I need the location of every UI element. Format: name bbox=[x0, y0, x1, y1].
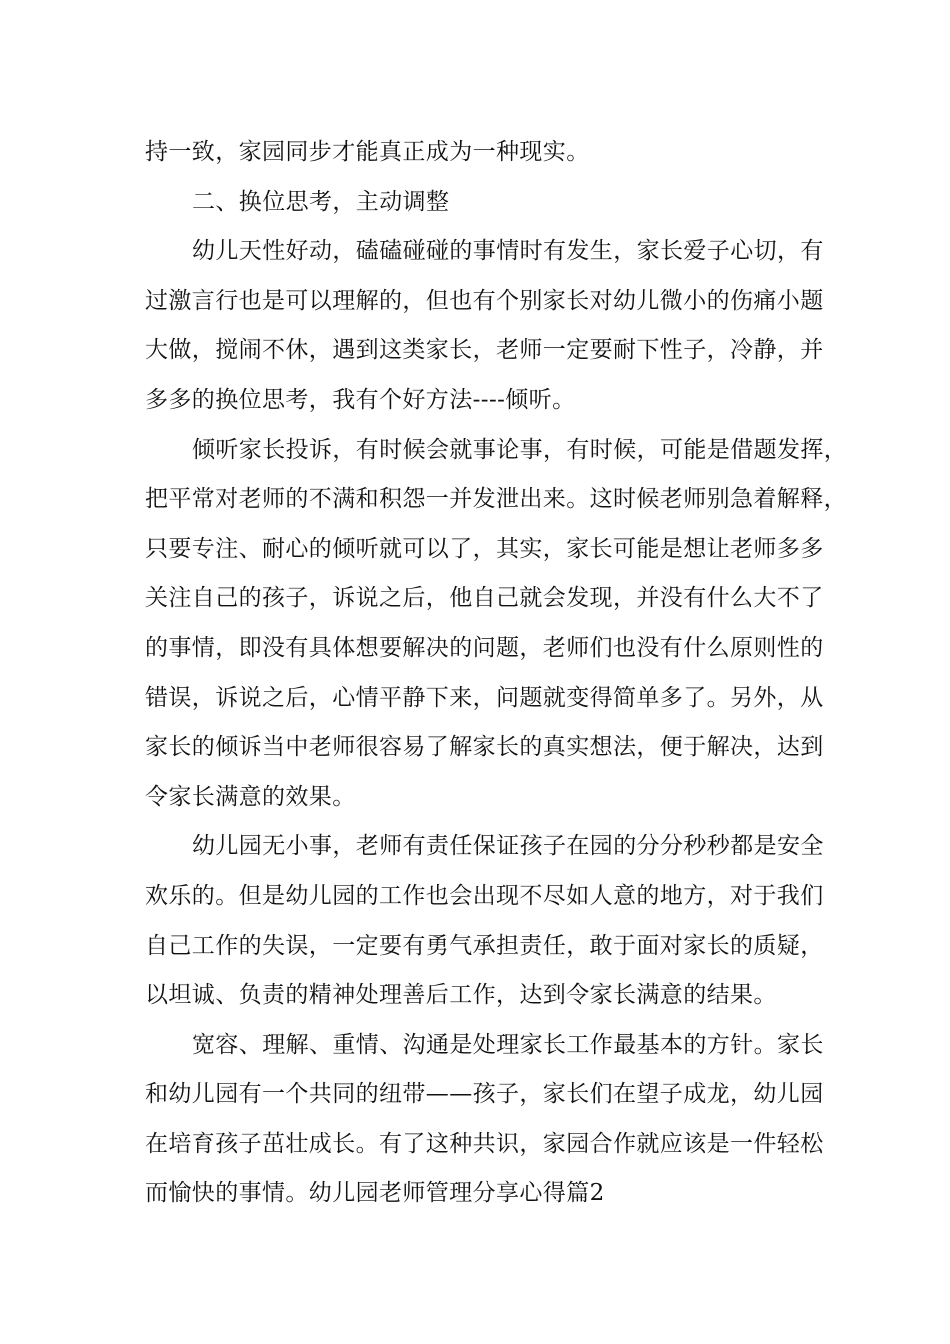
paragraph-line: 和幼儿园有一个共同的纽带——孩子，家长们在望子成龙，幼儿园 bbox=[145, 1081, 824, 1108]
paragraph-line: 的事情，即没有具体想要解决的问题，老师们也没有什么原则性的 bbox=[145, 634, 824, 661]
paragraph-line: 而愉快的事情。幼儿园老师管理分享心得篇2 bbox=[145, 1180, 605, 1207]
paragraph-line: 宽容、理解、重情、沟通是处理家长工作最基本的方针。家长 bbox=[192, 1031, 824, 1058]
paragraph-line: 持一致，家园同步才能真正成为一种现实。 bbox=[145, 139, 590, 165]
paragraph-line: 欢乐的。但是幼儿园的工作也会出现不尽如人意的地方，对于我们 bbox=[145, 882, 824, 909]
paragraph-line: 幼儿天性好动，磕磕碰碰的事情时有发生，家长爱子心切，有 bbox=[192, 238, 824, 265]
section-heading: 二、换位思考，主动调整 bbox=[192, 188, 450, 215]
paragraph-line: 以坦诚、负责的精神处理善后工作，达到令家长满意的结果。 bbox=[145, 982, 777, 1009]
paragraph-line: 错误，诉说之后，心情平静下来，问题就变得简单多了。另外，从 bbox=[145, 684, 824, 711]
paragraph-line: 令家长满意的效果。 bbox=[145, 783, 356, 810]
paragraph-line: 幼儿园无小事，老师有责任保证孩子在园的分分秒秒都是安全 bbox=[192, 833, 824, 860]
paragraph-line: 在培育孩子茁壮成长。有了这种共识，家园合作就应该是一件轻松 bbox=[145, 1130, 824, 1157]
paragraph-line: 家长的倾诉当中老师很容易了解家长的真实想法，便于解决，达到 bbox=[145, 734, 824, 761]
paragraph-line: 关注自己的孩子，诉说之后，他自己就会发现，并没有什么大不了 bbox=[145, 585, 824, 612]
paragraph-line: 把平常对老师的不满和积怨一并发泄出来。这时候老师别急着解释， bbox=[145, 486, 847, 513]
document-body bbox=[145, 128, 848, 1219]
paragraph-line: 大做，搅闹不休，遇到这类家长，老师一定要耐下性子，冷静，并 bbox=[145, 337, 824, 364]
paragraph-line: 只要专注、耐心的倾听就可以了，其实，家长可能是想让老师多多 bbox=[145, 535, 824, 562]
paragraph-line: 倾听家长投诉，有时候会就事论事，有时候，可能是借题发挥， bbox=[192, 436, 848, 463]
paragraph-line: 过激言行也是可以理解的，但也有个别家长对幼儿微小的伤痛小题 bbox=[145, 287, 824, 314]
paragraph-line: 自己工作的失误，一定要有勇气承担责任，敢于面对家长的质疑， bbox=[145, 932, 824, 959]
paragraph-line: 多多的换位思考，我有个好方法----倾听。 bbox=[145, 386, 576, 413]
